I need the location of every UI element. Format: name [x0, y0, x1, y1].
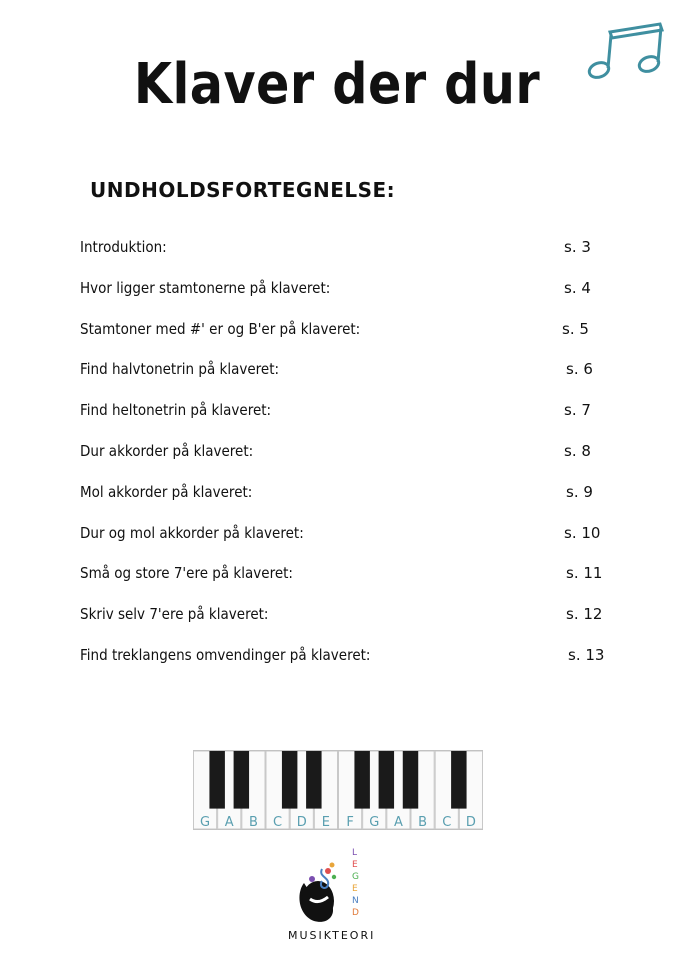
toc-row — [80, 401, 620, 442]
toc-heading: UNDHOLDSFORTEGNELSE: — [90, 178, 396, 202]
black-key — [234, 751, 249, 809]
toc-page: s. 8 — [564, 441, 591, 460]
black-key — [306, 751, 321, 809]
page-title: Klaver der dur — [133, 52, 541, 117]
toc-row — [80, 646, 620, 687]
black-key — [379, 751, 394, 809]
black-key — [282, 751, 297, 809]
key-label: G — [200, 815, 211, 830]
key-label: D — [465, 815, 476, 830]
toc-row — [80, 524, 620, 565]
key-label: B — [248, 815, 258, 830]
key-label: A — [224, 815, 234, 830]
toc-label: Stamtoner med #' er og B'er på klaveret: — [80, 319, 361, 338]
toc-row — [80, 442, 620, 483]
toc-label: Dur akkorder på klaveret: — [80, 441, 254, 460]
table-of-contents — [80, 238, 620, 687]
toc-row — [80, 320, 620, 361]
key-label: C — [442, 815, 452, 830]
legend-musikteori-logo — [288, 843, 388, 943]
toc-page: s. 11 — [566, 564, 603, 583]
logo-letter: N — [352, 896, 359, 906]
toc-label: Find treklangens omvendinger på klaveret: — [80, 645, 371, 664]
logo-letter: L — [352, 848, 358, 858]
logo-word-left: MUSIK — [288, 929, 333, 942]
toc-label: Dur og mol akkorder på klaveret: — [80, 523, 304, 542]
piano-keyboard — [193, 750, 483, 830]
toc-page: s. 10 — [564, 523, 601, 542]
toc-page: s. 7 — [564, 401, 591, 420]
toc-row — [80, 605, 620, 646]
toc-label: Find heltonetrin på klaveret: — [80, 401, 272, 420]
toc-label: Skriv selv 7'ere på klaveret: — [80, 605, 269, 624]
black-key — [354, 751, 369, 809]
toc-page: s. 9 — [566, 482, 593, 501]
toc-row — [80, 238, 620, 279]
music-note-icon — [584, 20, 668, 86]
toc-row — [80, 564, 620, 605]
key-label: E — [321, 815, 331, 830]
toc-label: Find halvtonetrin på klaveret: — [80, 360, 280, 379]
toc-row — [80, 279, 620, 320]
black-key — [403, 751, 418, 809]
logo-letter: E — [352, 860, 358, 870]
toc-row — [80, 360, 620, 401]
toc-label: Introduktion: — [80, 238, 167, 256]
black-key — [451, 751, 466, 809]
toc-page: s. 12 — [566, 605, 603, 624]
logo-letter: E — [352, 884, 358, 894]
key-label: F — [346, 815, 354, 830]
key-label: D — [296, 815, 307, 830]
toc-label: Mol akkorder på klaveret: — [80, 482, 253, 501]
toc-label: Hvor ligger stamtonerne på klaveret: — [80, 278, 331, 297]
logo-wordmark — [288, 929, 388, 942]
logo-letter: G — [352, 872, 359, 882]
logo-word-right: TEORI — [332, 929, 376, 942]
logo-letter: D — [352, 908, 359, 918]
toc-page: s. 13 — [568, 645, 605, 664]
key-label: C — [273, 815, 283, 830]
toc-page: s. 5 — [562, 319, 589, 338]
key-label: G — [369, 815, 380, 830]
toc-page: s. 4 — [564, 278, 591, 297]
key-label: B — [418, 815, 428, 830]
toc-page: s. 3 — [564, 238, 591, 256]
toc-row — [80, 483, 620, 524]
toc-label: Små og store 7'ere på klaveret: — [80, 564, 293, 583]
key-label: A — [393, 815, 403, 830]
toc-page: s. 6 — [566, 360, 593, 379]
black-key — [209, 751, 224, 809]
